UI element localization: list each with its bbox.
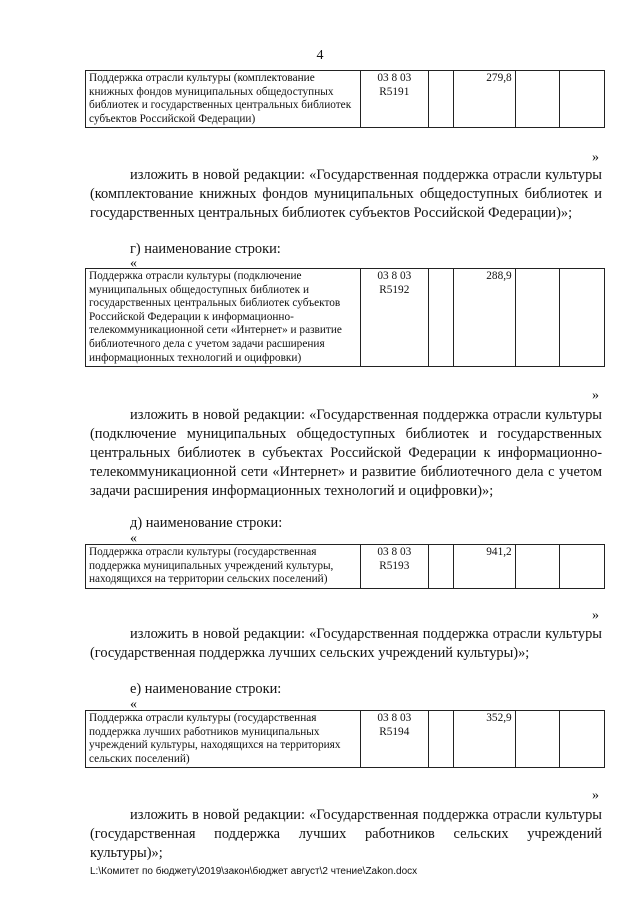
intro-phrase: изложить в новой редакции: xyxy=(130,807,305,823)
new-wording-paragraph xyxy=(90,625,602,663)
code-program: 03 8 03 xyxy=(377,72,412,84)
new-wording-text: «Государственная поддержка отрасли культуры (комплектование книжных фондов муниципальных общедоступных библиотек и государственных центральных библиотек субъектов Российской Федерации)»; xyxy=(90,167,602,221)
empty-cell xyxy=(428,711,454,768)
row-value-cell: 288,9 xyxy=(454,269,515,367)
new-wording-text: «Государственная поддержка отрасли культуры (государственная поддержка лучших работников сельских учреждений культуры)»; xyxy=(90,807,602,861)
code-direction: R5194 xyxy=(379,725,410,738)
opening-quote: « xyxy=(130,697,137,712)
budget-row-table xyxy=(85,70,605,128)
new-wording-paragraph xyxy=(90,806,602,863)
subitem-label: г) наименование строки: xyxy=(130,241,281,257)
code-program: 03 8 03 xyxy=(377,270,412,282)
closing-quote: » xyxy=(592,788,599,803)
row-name-cell: Поддержка отрасли культуры (государственная поддержка лучших работников муниципальных учреждений культуры, находящихся на территориях сельских поселений) xyxy=(86,711,361,768)
row-code-cell xyxy=(361,711,428,768)
empty-cell xyxy=(428,545,454,589)
empty-cell xyxy=(428,71,454,128)
intro-phrase: изложить в новой редакции: xyxy=(130,167,305,183)
code-direction: R5192 xyxy=(379,283,410,296)
subitem-label: д) наименование строки: xyxy=(130,515,283,531)
row-name-cell: Поддержка отрасли культуры (подключение муниципальных общедоступных библиотек и государственных центральных библиотек субъектов Российской Федерации к информационно-телекоммуникационной сети «Интернет» и развитие библиотечного дела с учетом задачи расширения информационных технологий и оцифровки) xyxy=(86,269,361,367)
table-row xyxy=(86,711,605,768)
new-wording-text: «Государственная поддержка отрасли культуры (подключение муниципальных общедоступных библиотек и государственных центральных библиотек в субъектах Российской Федерации к информационно-телекоммуникационной сети «Интернет» и развитие библиотечного дела с учетом задачи расширения информационных технологий и оцифровки)»; xyxy=(90,407,602,499)
row-value-cell: 941,2 xyxy=(454,545,515,589)
subitem-label: е) наименование строки: xyxy=(130,681,282,697)
table-row xyxy=(86,545,605,589)
empty-cell xyxy=(515,545,560,589)
code-program: 03 8 03 xyxy=(377,712,412,724)
code-program: 03 8 03 xyxy=(377,546,412,558)
empty-cell xyxy=(515,71,560,128)
intro-phrase: изложить в новой редакции: xyxy=(130,407,305,423)
row-name-cell: Поддержка отрасли культуры (комплектование книжных фондов муниципальных общедоступных библиотек и государственных центральных библиотек субъектов Российской Федерации) xyxy=(86,71,361,128)
budget-row-table xyxy=(85,544,605,589)
empty-cell xyxy=(560,545,605,589)
code-direction: R5193 xyxy=(379,559,410,572)
table-row xyxy=(86,269,605,367)
closing-quote: » xyxy=(592,150,599,165)
row-name-cell: Поддержка отрасли культуры (государственная поддержка муниципальных учреждений культуры, находящихся на территории сельских поселений) xyxy=(86,545,361,589)
opening-quote: « xyxy=(130,531,137,546)
budget-row-table xyxy=(85,268,605,367)
budget-row-table xyxy=(85,710,605,768)
code-direction: R5191 xyxy=(379,85,410,98)
opening-quote: « xyxy=(130,256,137,271)
row-value-cell: 352,9 xyxy=(454,711,515,768)
table-row xyxy=(86,71,605,128)
new-wording-paragraph xyxy=(90,406,602,501)
new-wording-paragraph xyxy=(90,166,602,223)
page-number: 4 xyxy=(316,48,324,63)
closing-quote: » xyxy=(592,388,599,403)
empty-cell xyxy=(560,269,605,367)
empty-cell xyxy=(560,71,605,128)
empty-cell xyxy=(515,711,560,768)
new-wording-text: «Государственная поддержка отрасли культуры (государственная поддержка лучших сельских учреждений культуры)»; xyxy=(90,626,602,661)
empty-cell xyxy=(560,711,605,768)
row-code-cell xyxy=(361,545,428,589)
empty-cell xyxy=(428,269,454,367)
row-code-cell xyxy=(361,71,428,128)
file-path-footer: L:\Комитет по бюджету\2019\закон\бюджет август\2 чтение\Zakon.docx xyxy=(90,866,418,877)
intro-phrase: изложить в новой редакции: xyxy=(130,626,305,642)
closing-quote: » xyxy=(592,608,599,623)
row-code-cell xyxy=(361,269,428,367)
empty-cell xyxy=(515,269,560,367)
row-value-cell: 279,8 xyxy=(454,71,515,128)
